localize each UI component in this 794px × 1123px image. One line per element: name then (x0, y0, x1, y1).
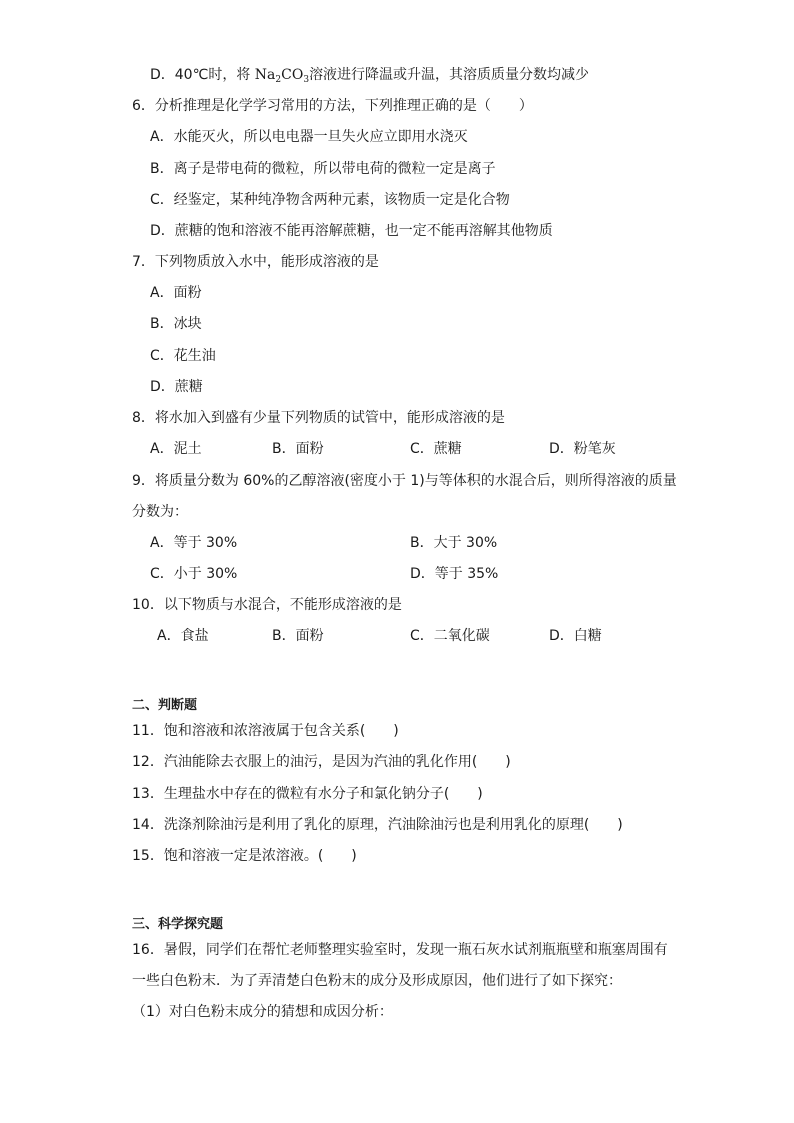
q5-option-d-post: 溶液进行降温或升温，其溶质质量分数均减少 (309, 67, 590, 83)
q16-line2: 一些白色粉末．为了弄清楚白色粉末的成分及形成原因，他们进行了如下探究： (132, 973, 622, 989)
q7-option-b: B．冰块 (150, 316, 202, 332)
q8-option-d: D．粉笔灰 (549, 441, 616, 457)
q16-line1: 16．暑假，同学们在帮忙老师整理实验室时，发现一瓶石灰水试剂瓶瓶壁和瓶塞周围有 (132, 942, 668, 958)
q7-option-d: D．蔗糖 (150, 379, 203, 395)
q6-option-d: D．蔗糖的饱和溶液不能再溶解蔗糖，也一定不能再溶解其他物质 (150, 223, 553, 239)
q6-option-c: C．经鉴定，某种纯净物含两种元素，该物质一定是化合物 (150, 192, 510, 208)
q8-option-c: C．蔗糖 (410, 441, 462, 457)
q8-stem: 8．将水加入到盛有少量下列物质的试管中，能形成溶液的是 (132, 410, 505, 426)
q7-option-a: A．面粉 (150, 285, 202, 301)
q7-stem: 7．下列物质放入水中，能形成溶液的是 (132, 254, 379, 270)
q5-option-d (150, 66, 589, 84)
q15: 15．饱和溶液一定是浓溶液。( ) (132, 848, 357, 864)
na2co3-formula: $Na_2CO_3$ (254, 67, 310, 85)
q16-subquestion-1: （1）对白色粉末成分的猜想和成因分析： (132, 1004, 393, 1020)
q9-option-a: A．等于 30% (150, 535, 238, 551)
q13: 13．生理盐水中存在的微粒有水分子和氯化钠分子( ) (132, 786, 483, 802)
q14: 14．洗涤剂除油污是利用了乳化的原理，汽油除油污也是利用乳化的原理( ) (132, 817, 623, 833)
q10-stem: 10．以下物质与水混合，不能形成溶液的是 (132, 597, 402, 613)
q6-option-b: B．离子是带电荷的微粒，所以带电荷的微粒一定是离子 (150, 161, 496, 177)
q8-option-a: A．泥土 (150, 441, 202, 457)
q10-option-b: B．面粉 (272, 628, 324, 644)
q6-stem: 6．分析推理是化学学习常用的方法，下列推理正确的是（ ） (132, 98, 533, 114)
q9-option-d: D．等于 35% (410, 566, 499, 582)
q10-option-a: A．食盐 (157, 628, 209, 644)
section3-title: 三、科学探究题 (132, 917, 224, 932)
q5-option-d-pre: D．40℃时，将 (150, 67, 255, 83)
q9-option-b: B．大于 30% (410, 535, 498, 551)
q11: 11．饱和溶液和浓溶液属于包含关系( ) (132, 723, 399, 739)
q8-option-b: B．面粉 (272, 441, 324, 457)
q10-option-d: D．白糖 (549, 628, 602, 644)
q9-option-c: C．小于 30% (150, 566, 238, 582)
q12: 12．汽油能除去衣服上的油污，是因为汽油的乳化作用( ) (132, 754, 511, 770)
q7-option-c: C．花生油 (150, 348, 216, 364)
q10-option-c: C．二氧化碳 (410, 628, 490, 644)
q9-stem-line1: 9．将质量分数为 60%的乙醇溶液(密度小于 1)与等体积的水混合后，则所得溶液的质量 (132, 473, 677, 489)
section2-title: 二、判断题 (132, 698, 198, 713)
q9-stem-line2: 分数为： (132, 504, 188, 520)
q6-option-a: A．水能灭火，所以电电器一旦失火应立即用水浇灭 (150, 129, 468, 145)
